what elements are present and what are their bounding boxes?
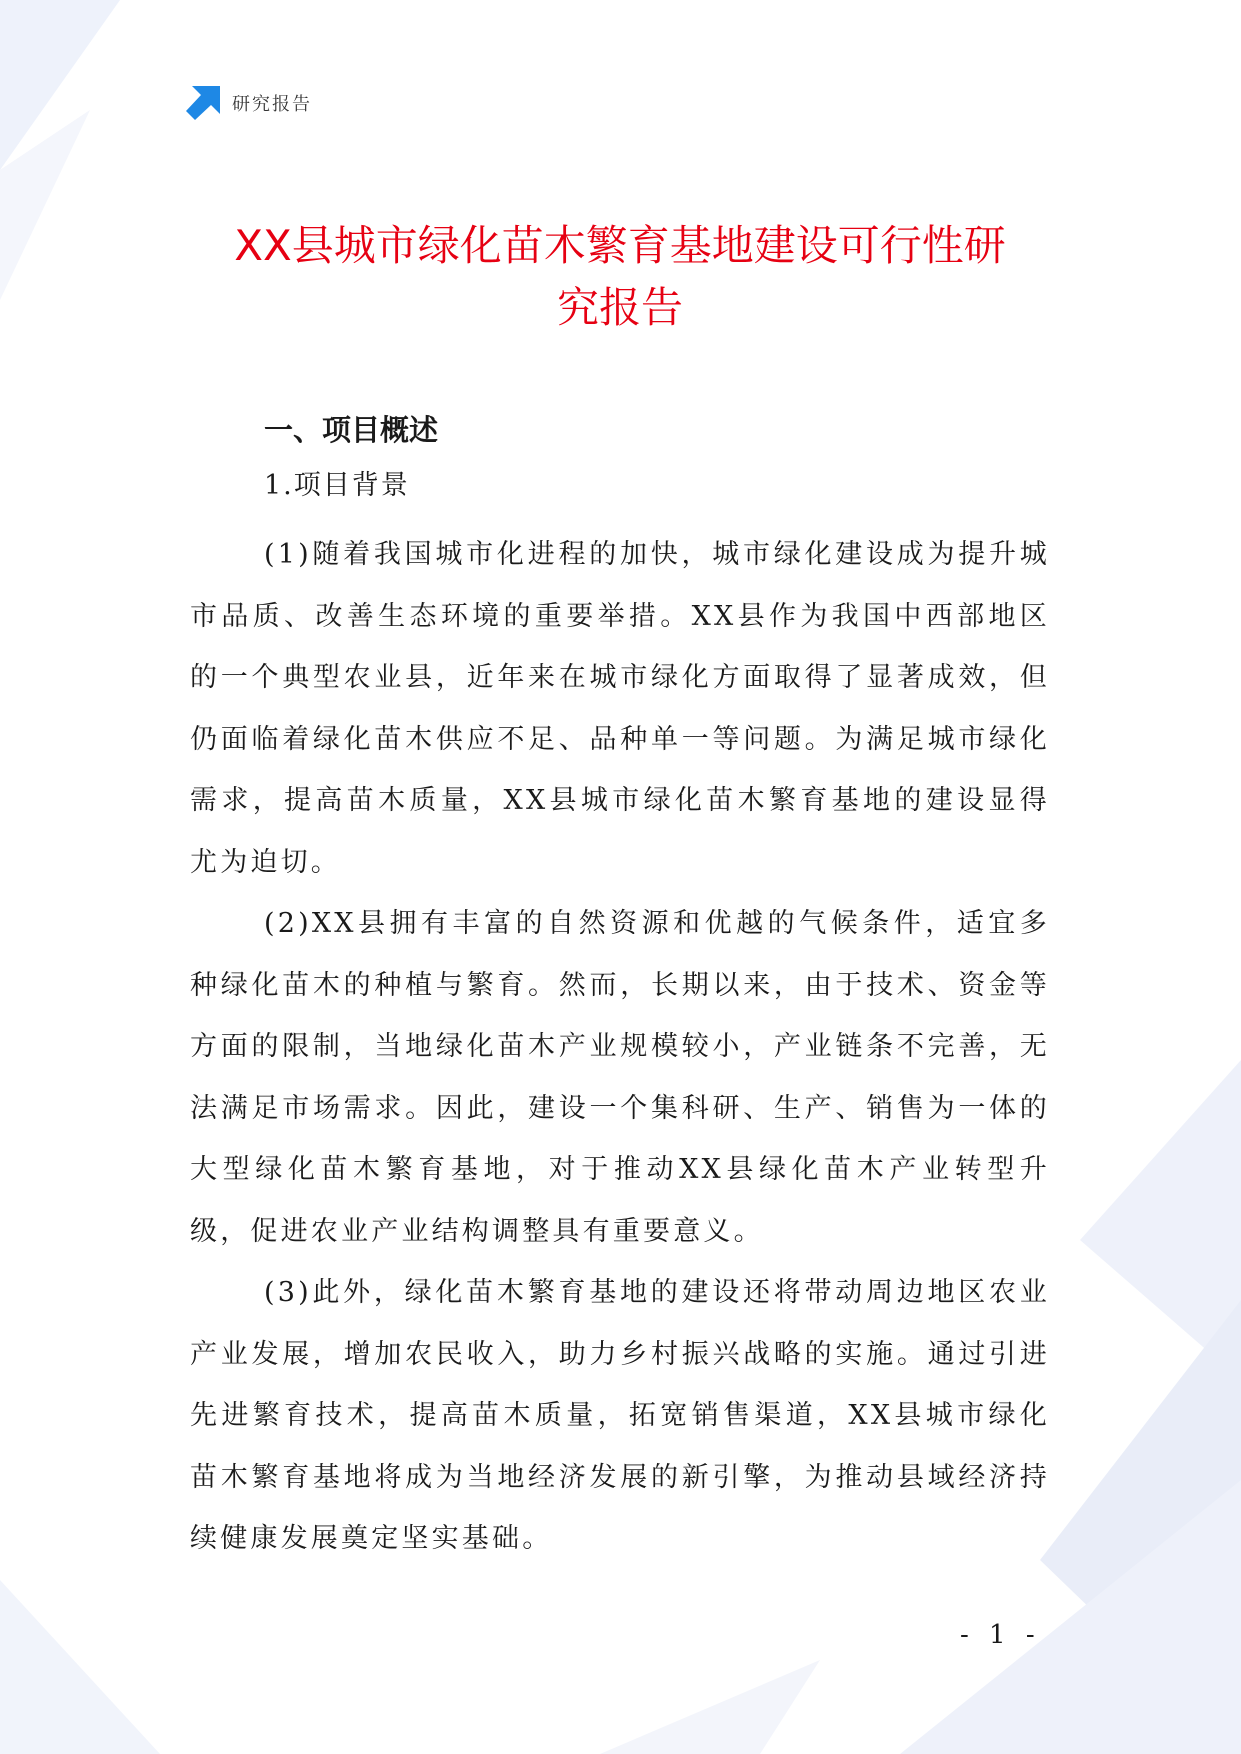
- title-line-1: XX县城市绿化苗木繁育基地建设可行性研: [234, 221, 1006, 270]
- document-title: [180, 215, 1060, 339]
- document-body: [190, 410, 1050, 1570]
- bg-triangle-bottom-mid: [600, 1660, 820, 1754]
- page-number: - 1 -: [960, 1620, 1041, 1650]
- header-label: 研究报告: [232, 94, 312, 115]
- paragraph-3: (3)此外，绿化苗木繁育基地的建设还将带动周边地区农业产业发展，增加农民收入，助力乡村振兴战略的实施。通过引进先进繁育技术，提高苗木质量，拓宽销售渠道，XX县城市绿化苗木繁育基地将成为当地经济发展的新引擎，为推动县域经济持续健康发展奠定坚实基础。: [190, 1277, 1050, 1554]
- paragraph-2: (2)XX县拥有丰富的自然资源和优越的气候条件，适宜多种绿化苗木的种植与繁育。然而，长期以来，由于技术、资金等方面的限制，当地绿化苗木产业规模较小，产业链条不完善，无法满足市场需求。因此，建设一个集科研、生产、销售为一体的大型绿化苗木繁育基地，对于推动XX县绿化苗木产业转型升级，促进农业产业结构调整具有重要意义。: [190, 908, 1050, 1247]
- arrow-up-right-icon: [186, 86, 220, 120]
- report-header: [186, 86, 312, 120]
- bg-triangle-bottom-left: [0, 1580, 160, 1754]
- paragraph-1: (1)随着我国城市化进程的加快，城市绿化建设成为提升城市品质、改善生态环境的重要举措。XX县作为我国中西部地区的一个典型农业县，近年来在城市绿化方面取得了显著成效，但仍面临着绿化苗木供应不足、品种单一等问题。为满足城市绿化需求，提高苗木质量，XX县城市绿化苗木繁育基地的建设显得尤为迫切。: [190, 539, 1050, 878]
- title-line-2: 究报告: [556, 283, 683, 332]
- subsection-heading: 1.项目背景: [264, 470, 410, 501]
- section-heading: 一、项目概述: [264, 413, 439, 447]
